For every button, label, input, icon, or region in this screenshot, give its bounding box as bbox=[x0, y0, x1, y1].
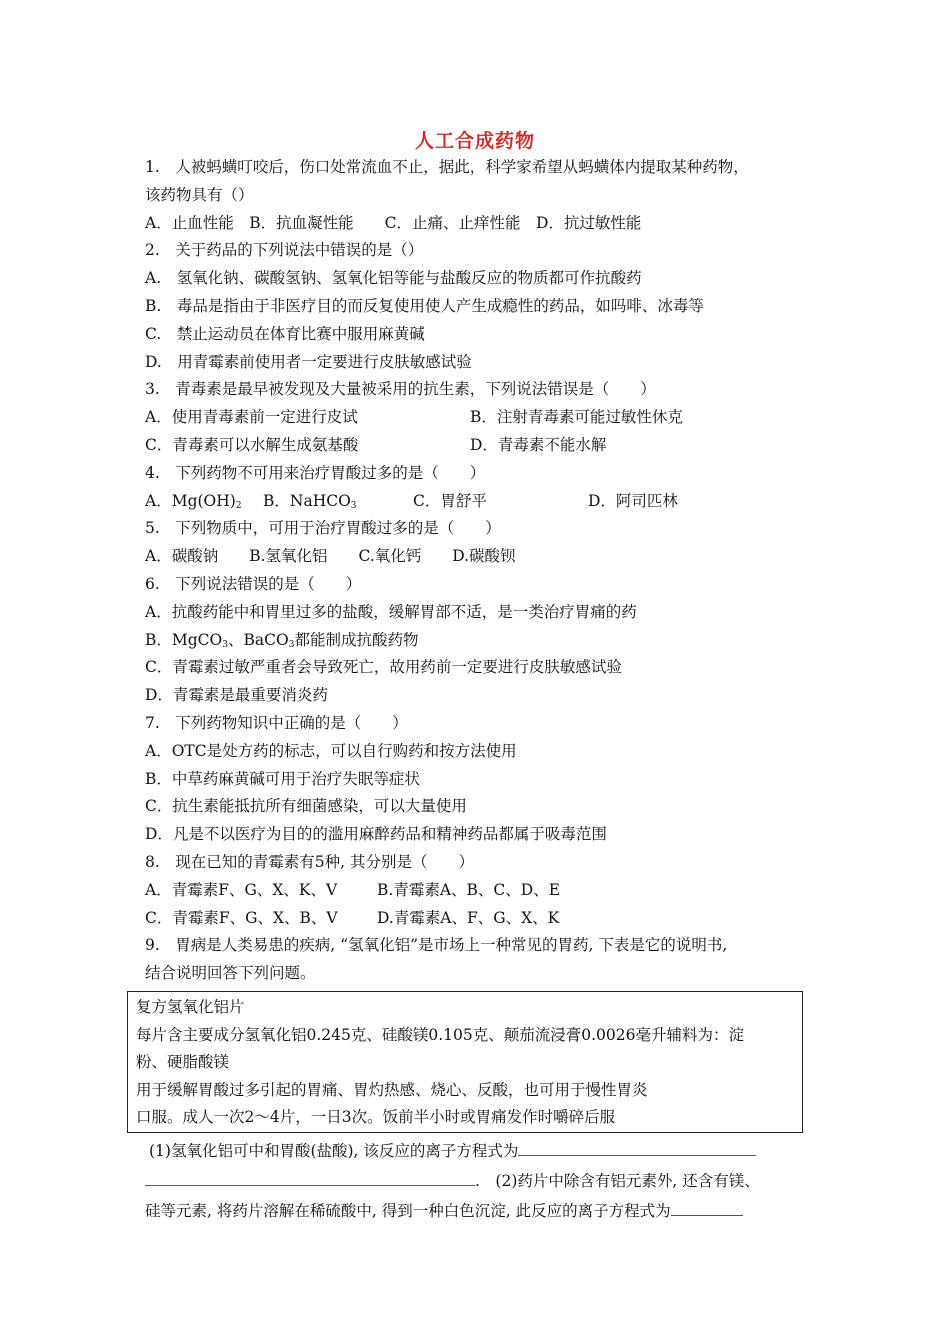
q8-option-b: B.青霉素A、B、C、D、E bbox=[377, 880, 561, 899]
q7-option-a: A．OTC是处方药的标志，可以自行购药和按方法使用 bbox=[145, 741, 517, 760]
q4-option-d: D．阿司匹林 bbox=[588, 491, 678, 510]
q9-part2: 硅等元素, 将药片溶解在稀硫酸中, 得到一种白色沉淀, 此反应的离子方程式为 bbox=[145, 1196, 810, 1226]
q3-option-b: B．注射青毒素可能过敏性休克 bbox=[470, 408, 683, 427]
box-line-2: 每片含主要成分氢氧化铝0.245克、硅酸镁0.105克、颠茄流浸膏0.0026毫升辅料为：淀 bbox=[136, 1025, 744, 1044]
q3-option-a: A．使用青毒素前一定进行皮试 bbox=[145, 408, 358, 427]
q8-option-d: D.青霉素A、F、G、X、K bbox=[377, 908, 560, 927]
q6-option-d: D．青霉素是最重要消炎药 bbox=[145, 686, 328, 705]
box-line-3: 粉、硬脂酸镁 bbox=[136, 1053, 230, 1071]
q8-options-cd bbox=[145, 905, 810, 933]
q9-stem-line1: 9. 胃病是人类易患的疾病, “氢氧化铝”是市场上一种常见的胃药, 下表是它的说明书, bbox=[145, 936, 728, 955]
q9-stem-line2: 结合说明回答下列问题。 bbox=[145, 964, 316, 983]
q5-stem: 5. 下列物质中，可用于治疗胃酸过多的是（ ） bbox=[145, 519, 501, 538]
page-title: 人工合成药物 bbox=[414, 130, 535, 152]
q4-stem: 4. 下列药物不可用来治疗胃酸过多的是（ ） bbox=[145, 463, 486, 482]
answer-blank-3[interactable] bbox=[671, 1197, 743, 1216]
q1-stem-line1: 1. 人被蚂蟥叮咬后，伤口处常流血不止，据此，科学家希望从蚂蟥体内提取某种药物， bbox=[145, 158, 749, 176]
q3-options-ab bbox=[145, 404, 810, 432]
q2-option-b: B. 毒品是指由于非医疗目的而反复使用使人产生成瘾性的药品，如吗啡、冰毒等 bbox=[145, 296, 704, 315]
q4-options bbox=[145, 488, 810, 516]
q3-option-c: C．青毒素可以水解生成氨基酸 bbox=[145, 435, 359, 454]
q7-stem: 7. 下列药物知识中正确的是（ ） bbox=[145, 713, 408, 732]
q4-option-c: C．胃舒平 bbox=[413, 491, 487, 510]
q6-option-c: C．青霉素过敏严重者会导致死亡，故用药前一定要进行皮肤敏感试验 bbox=[145, 658, 622, 677]
q6-stem: 6. 下列说法错误的是（ ） bbox=[145, 574, 362, 593]
q5-options: A．碳酸钠 B.氢氧化铝 C.氧化钙 D.碳酸钡 bbox=[145, 547, 516, 566]
q9-part1: (1)氢氧化铝可中和胃酸(盐酸), 该反应的离子方程式为 bbox=[145, 1136, 810, 1166]
q8-options-ab bbox=[145, 877, 810, 905]
box-line-5: 口服。成人一次2～4片，一日3次。饭前半小时或胃痛发作时嚼碎后服 bbox=[136, 1108, 616, 1126]
q1-options: A．止血性能 B．抗血凝性能 C．止痛、止痒性能 D．抗过敏性能 bbox=[145, 213, 642, 232]
q3-stem: 3. 青毒素是最早被发现及大量被采用的抗生素，下列说法错误是（ ） bbox=[145, 380, 656, 399]
question-list bbox=[145, 154, 810, 988]
q2-stem: 2. 关于药品的下列说法中错误的是（） bbox=[145, 241, 424, 260]
q3-options-cd bbox=[145, 432, 810, 460]
q8-option-c: C．青霉素F、G、X、B、V bbox=[145, 908, 338, 927]
q4-option-a: A．$Mg(OH)_2$ bbox=[145, 491, 242, 511]
q6-option-b: B．MgCO$_3$、BaCO$_3$都能制成抗酸药物 bbox=[145, 630, 419, 650]
q2-option-a: A. 氢氧化钠、碳酸氢钠、氢氧化铝等能与盐酸反应的物质都可作抗酸药 bbox=[145, 269, 642, 288]
box-line-1: 复方氢氧化铝片 bbox=[136, 998, 245, 1016]
q7-option-c: C．抗生素能抵抗所有细菌感染，可以大量使用 bbox=[145, 797, 467, 816]
q9-part1-cont: . (2)药片中除含有铝元素外, 还含有镁、 bbox=[145, 1166, 810, 1196]
q6-option-a: A．抗酸药能中和胃里过多的盐酸，缓解胃部不适，是一类治疗胃痛的药 bbox=[145, 602, 637, 621]
medicine-instructions-box bbox=[127, 991, 803, 1133]
q1-stem-line2: 该药物具有（） bbox=[145, 185, 254, 204]
box-line-4: 用于缓解胃酸过多引起的胃痛、胃灼热感、烧心、反酸，也可用于慢性胃炎 bbox=[136, 1080, 648, 1099]
q8-option-a: A．青霉素F、G、X、K、V bbox=[145, 880, 338, 899]
q4-option-b: B．NaHCO$_3$ bbox=[263, 491, 357, 511]
answer-blank-1[interactable] bbox=[518, 1137, 756, 1156]
q3-option-d: D．青毒素不能水解 bbox=[470, 435, 607, 454]
q2-option-d: D. 用青霉素前使用者一定要进行皮肤敏感试验 bbox=[145, 352, 472, 371]
q8-stem: 8. 现在已知的青霉素有5种, 其分别是（ ） bbox=[145, 852, 475, 871]
q7-option-d: D．凡是不以医疗为目的的滥用麻醉药品和精神药品都属于吸毒范围 bbox=[145, 825, 607, 844]
q7-option-b: B．中草药麻黄碱可用于治疗失眠等症状 bbox=[145, 769, 420, 788]
q2-option-c: C. 禁止运动员在体育比赛中服用麻黄碱 bbox=[145, 324, 425, 343]
q9-subquestions bbox=[145, 1136, 810, 1226]
answer-blank-2[interactable] bbox=[145, 1167, 475, 1186]
